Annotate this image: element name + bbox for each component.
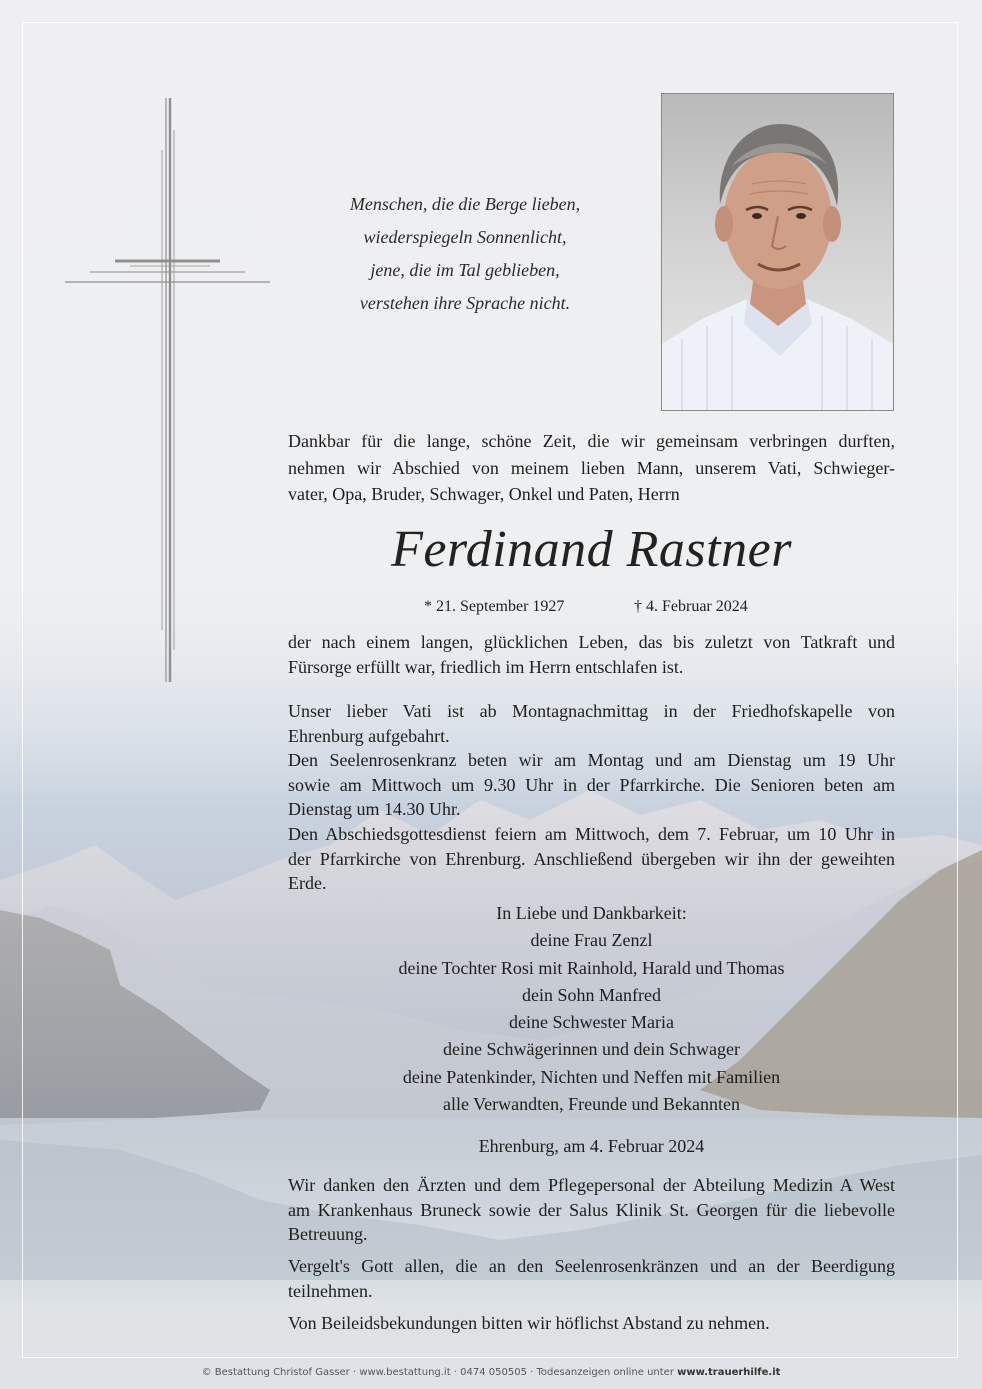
intro-text bbox=[288, 428, 895, 508]
quote-line: verstehen ihre Sprache nicht. bbox=[359, 293, 571, 313]
quote-line: wiederspiegeln Sonnenlicht, bbox=[363, 227, 567, 247]
portrait-photo bbox=[661, 93, 894, 411]
viewing-line: Unser lieber Vati ist ab Montagnachmittag in der Friedhofskapelle von bbox=[288, 701, 895, 721]
funeral-line: der Pfarrkirche von Ehrenburg. Anschließend übergeben wir ihn der geweihten bbox=[288, 848, 895, 869]
quote-line: Menschen, die die Berge lieben, bbox=[349, 194, 581, 214]
viewing-line: Ehrenburg aufgebahrt. bbox=[288, 725, 450, 746]
footer-text: © Bestattung Christof Gasser · www.bestattung.it · 0474 050505 · Todesanzeigen online unter bbox=[201, 1367, 678, 1378]
mourner-line: deine Frau Zenzl bbox=[530, 930, 653, 951]
place-and-date: Ehrenburg, am 4. Februar 2024 bbox=[478, 1136, 705, 1156]
cross-icon bbox=[60, 90, 280, 690]
passing-text bbox=[288, 630, 895, 679]
mourners-list bbox=[288, 900, 895, 1118]
funeral-line: Den Abschiedsgottesdienst feiern am Mittwoch, dem 7. Februar, um 10 Uhr in bbox=[288, 824, 895, 844]
thanks-line: am Krankenhaus Bruneck sowie der Salus Klinik St. Georgen für die liebevolle bbox=[288, 1199, 895, 1220]
mourner-line: alle Verwandten, Freunde und Bekannten bbox=[442, 1094, 741, 1115]
gratitude-text bbox=[288, 1254, 895, 1303]
mourner-line: deine Tochter Rosi mit Rainhold, Harald und Thomas bbox=[398, 957, 785, 978]
viewing-text bbox=[288, 699, 895, 748]
intro-line: vater, Opa, Bruder, Schwager, Onkel und Paten, Herrn bbox=[288, 484, 680, 504]
quote-line: jene, die im Tal geblieben, bbox=[370, 260, 560, 280]
thanks-line: Betreuung. bbox=[288, 1224, 368, 1244]
birth-date: * 21. September 1927 bbox=[424, 598, 565, 615]
mourner-line: deine Schwägerinnen und dein Schwager bbox=[443, 1039, 740, 1060]
death-date: † 4. Februar 2024 bbox=[634, 598, 748, 615]
gratitude-line: Vergelt's Gott allen, die an den Seelenrosenkränzen und an der Beerdigung bbox=[288, 1256, 895, 1276]
deceased-name: Ferdinand Rastner bbox=[391, 521, 792, 578]
mourner-line: deine Patenkinder, Nichten und Neffen mit Familien bbox=[402, 1066, 781, 1087]
thanks-text bbox=[288, 1173, 895, 1247]
intro-line: Dankbar für die lange, schöne Zeit, die wir gemeinsam verbringen durften, bbox=[288, 431, 895, 451]
passing-line: Fürsorge erfüllt war, friedlich im Herrn entschlafen ist. bbox=[288, 656, 684, 677]
footer-link[interactable]: www.trauerhilfe.it bbox=[677, 1367, 781, 1378]
rosary-line: Den Seelenrosenkranz beten wir am Montag und am Dienstag um 19 Uhr bbox=[288, 750, 895, 770]
funeral-text bbox=[288, 822, 895, 896]
rosary-line: sowie am Mittwoch um 9.30 Uhr in der Pfarrkirche. Die Senioren beten am bbox=[288, 774, 895, 795]
portrait-illustration bbox=[662, 94, 893, 410]
intro-line: nehmen wir Abschied von meinem lieben Mann, unserem Vati, Schwieger- bbox=[288, 457, 895, 478]
funeral-line: Erde. bbox=[288, 873, 327, 893]
rosary-text bbox=[288, 748, 895, 822]
gratitude-line: teilnehmen. bbox=[288, 1280, 373, 1301]
rosary-line: Dienstag um 14.30 Uhr. bbox=[288, 799, 461, 819]
request-line: Von Beileidsbekundungen bitten wir höflichst Abstand zu nehmen. bbox=[288, 1313, 770, 1333]
thanks-line: Wir danken den Ärzten und dem Pflegepersonal der Abteilung Medizin A West bbox=[288, 1175, 895, 1195]
mourner-line: In Liebe und Dankbarkeit: bbox=[496, 903, 687, 923]
footer bbox=[0, 1367, 982, 1378]
mourner-line: dein Sohn Manfred bbox=[522, 984, 661, 1005]
mourner-line: deine Schwester Maria bbox=[509, 1012, 674, 1033]
condolence-request bbox=[288, 1311, 895, 1336]
passing-line: der nach einem langen, glücklichen Leben, das bis zuletzt von Tatkraft und bbox=[288, 632, 895, 652]
poem-quote bbox=[300, 188, 630, 320]
